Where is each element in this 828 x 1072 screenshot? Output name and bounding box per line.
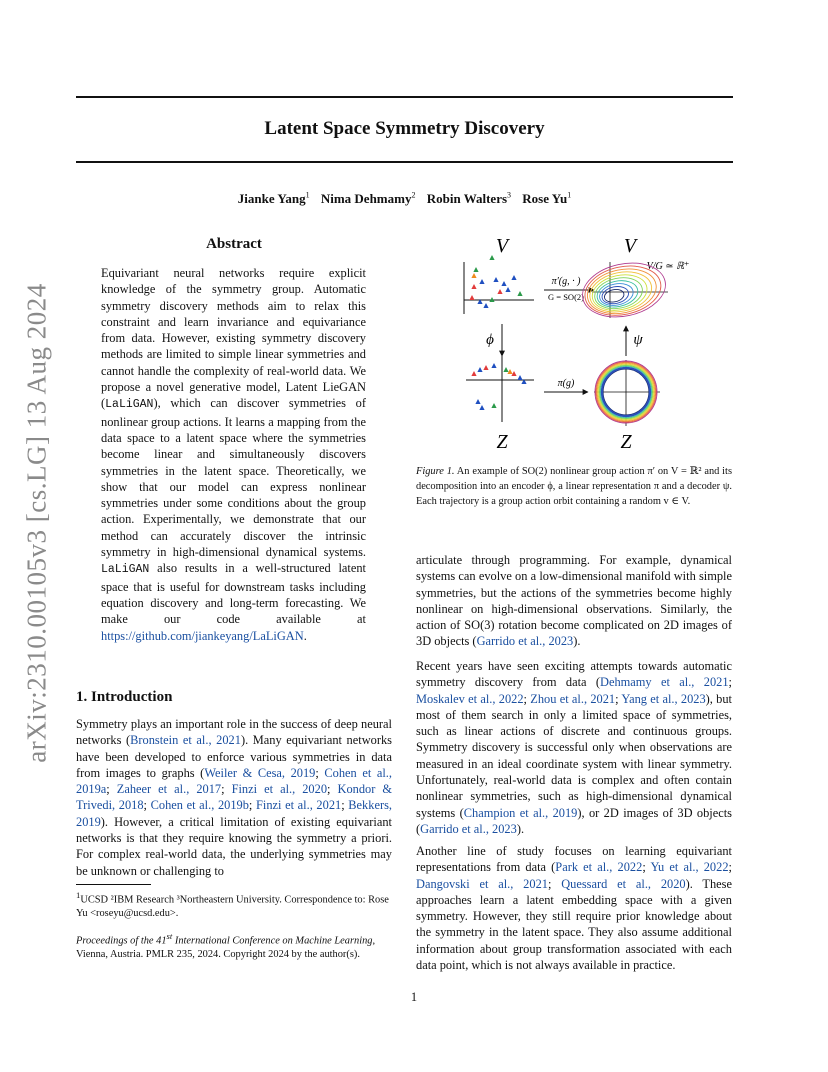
label-pi: π(g) xyxy=(557,378,575,389)
label-z-right: Z xyxy=(620,431,632,453)
triangle-marker xyxy=(517,375,522,380)
citation-link[interactable]: Dehmamy et al., 2021 xyxy=(600,675,729,690)
triangle-marker xyxy=(501,281,506,286)
author: Robin Walters$^3$ xyxy=(426,191,512,207)
triangle-marker xyxy=(491,403,496,408)
author: Rose Yu$^1$ xyxy=(522,191,572,207)
abstract-heading: Abstract xyxy=(206,236,262,252)
citation-link[interactable]: Quessard et al., 2020 xyxy=(561,876,686,891)
triangle-marker xyxy=(473,267,478,272)
label-v-right: V xyxy=(623,235,637,257)
label-group: G = SO(2) xyxy=(548,292,584,302)
code-name: LaLiGAN xyxy=(105,398,154,412)
triangle-marker xyxy=(497,289,502,294)
citation-link[interactable]: Finzi et al., 2020 xyxy=(231,782,328,797)
triangle-marker xyxy=(471,273,476,278)
triangle-marker xyxy=(503,367,508,372)
citation-link[interactable]: Finzi et al., 2021 xyxy=(256,798,342,813)
author-list xyxy=(76,191,733,207)
triangle-marker xyxy=(493,277,498,282)
top-rule xyxy=(76,96,733,98)
triangle-marker xyxy=(471,284,476,289)
intro-paragraph: Symmetry plays an important role in the success of deep neural networks (Bronstein et al., 2021). Many equivariant networks have been developed to enforce various symmetries in data from images to graphs (Weiler & Cesa, 2019; Cohen et al., 2019a; Zaheer et al., 2017; Finzi et al., 2020; Kondor & Trivedi, 2018; Cohen et al., 2019b; Finzi et al., 2021; Bekkers, 2019). However, a critical limitation of existing equivariant networks is that they require knowing the symmetry a priori. For complex real-world data, the underlying symmetries may be unknown or challenging to xyxy=(76,717,393,878)
citation-link[interactable]: Champion et al., 2019 xyxy=(463,805,578,820)
orbit-curve xyxy=(598,281,636,309)
label-v-left: V xyxy=(495,235,509,257)
arxiv-sidebar xyxy=(20,283,54,763)
paper-title: Latent Space Symmetry Discovery xyxy=(264,118,545,139)
citation-link[interactable]: Moskalev et al., 2022 xyxy=(416,691,524,706)
code-name: LaLiGAN xyxy=(101,563,150,577)
scatter-points-z xyxy=(471,363,526,410)
title-rule xyxy=(76,161,733,163)
triangle-marker xyxy=(477,367,482,372)
citation-link[interactable]: Zaheer et al., 2017 xyxy=(116,782,222,797)
citation-link[interactable]: Dangovski et al., 2021 xyxy=(416,876,548,891)
citation-link[interactable]: Bronstein et al., 2021 xyxy=(130,733,241,748)
page-number: 1 xyxy=(410,990,418,1004)
triangle-marker xyxy=(483,365,488,370)
citation-link[interactable]: Garrido et al., 2023 xyxy=(476,634,574,649)
triangle-marker xyxy=(475,399,480,404)
body-paragraph: Recent years have seen exciting attempts towards automatic symmetry discovery from data (Dehmamy et al., 2021; Moskalev et al., 2022; Zhou et al., 2021; Yang et al., 2023), but most of them search in only a limited space of symmetries, such as linear actions of discrete and continuous groups. Symmetry discovery is successful only when observations are measured in an ideal coordinate system with linear symmetry. Unfortunately, real-world data is complex and often contain nonlinear symmetries, such as high-dimensional dynamical systems (Champion et al., 2019), or 2D images of 3D objects (Garrido et al., 2023). xyxy=(416,659,732,836)
proceedings-note: Proceedings of the 41st International Conference on Machine Learning, Vienna, Austria. PMLR 235, 2024. Copyright 2024 by the author(s). xyxy=(76,931,376,960)
triangle-marker xyxy=(479,405,484,410)
label-pi-prime: π′(g, · ) xyxy=(551,276,581,287)
body-paragraph: articulate through programming. For example, dynamical systems can evolve on a low-dimensional manifold with simple symmetries, but the actions of the symmetries become highly nonlinear on high-dimensional observations. Similarly, the action of SO(3) rotation become complicated on 2D images of 3D objects (Garrido et al., 2023). xyxy=(416,553,732,649)
abstract-body: Equivariant neural networks require explicit knowledge of the symmetry group. Automatic symmetry discovery methods aim to relax this constraint and learn invariance and equivariance from data. However, existing symmetry discovery methods are limited to simple linear symmetries and cannot handle the complexity of real-world data. We propose a novel generative model, Latent LieGAN (LaLiGAN), which can discover symmetries of nonlinear group actions. It learns a mapping from the data space to a latent space where the symmetries become linear and simultaneously discovers symmetries in the latent space. Theoretically, we show that our model can express nonlinear symmetries under some conditions about the group action. Experimentally, we demonstrate that our method can accurately discover the intrinsic symmetry in high-dimensional dynamical systems. LaLiGAN also results in a well-structured latent space that is useful for downstream tasks including equation discovery and long-term forecasting. We make our code available at https://github.com/jiankeyang/LaLiGAN. xyxy=(101,266,366,643)
citation-link[interactable]: Bekkers, 2019 xyxy=(76,798,392,829)
label-quotient: V/G ≃ ℝ⁺ xyxy=(646,261,690,272)
triangle-marker xyxy=(491,363,496,368)
triangle-marker xyxy=(489,255,494,260)
figure-1-diagram xyxy=(416,232,734,454)
section-heading-introduction: 1. Introduction xyxy=(76,689,173,705)
code-link[interactable]: https://github.com/jiankeyang/LaLiGAN xyxy=(101,628,304,643)
citation-link[interactable]: Cohen et al., 2019a xyxy=(76,765,392,797)
triangle-marker xyxy=(511,275,516,280)
triangle-marker xyxy=(471,371,476,376)
triangle-marker xyxy=(469,295,474,300)
affiliation-footnote: $^1$UCSD ²IBM Research ³Northeastern University. Correspondence to: Rose Yu <roseyu@ucsd.edu>. xyxy=(76,890,389,919)
citation-link[interactable]: Garrido et al., 2023 xyxy=(420,821,517,836)
author: Jianke Yang$^1$ xyxy=(237,191,310,207)
label-phi: ϕ xyxy=(486,332,494,348)
figure-caption: Figure 1. An example of SO(2) nonlinear group action π′ on V = ℝ² and its decomposition into an encoder ϕ, a linear representation π and a decoder ψ. Each trajectory is a group action orbit containing a random v ∈ V. xyxy=(416,466,732,508)
triangle-marker xyxy=(479,279,484,284)
body-paragraph: Another line of study focuses on learning equivariant representations from data (Park et al., 2022; Yu et al., 2022; Dangovski et al., 2021; Quessard et al., 2020). These approaches learn a latent embedding space with a given symmetry. However, they still require prior knowledge about the symmetry in the latent space. They also assume additional information about group transformation associated with each data point, which is not always available in practice. xyxy=(416,844,732,973)
figure-1 xyxy=(416,232,734,454)
citation-link[interactable]: Zhou et al., 2021 xyxy=(530,691,616,706)
footnote-rule xyxy=(76,884,151,885)
citation-link[interactable]: Weiler & Cesa, 2019 xyxy=(204,765,316,780)
arxiv-id: arXiv:2310.00105v3 [cs.LG] 13 Aug 2024 xyxy=(21,283,52,763)
triangle-marker xyxy=(505,287,510,292)
author: Nima Dehmamy$^2$ xyxy=(320,191,416,207)
citation-link[interactable]: Yu et al., 2022 xyxy=(650,860,729,875)
citation-link[interactable]: Park et al., 2022 xyxy=(555,860,643,875)
citation-link[interactable]: Yang et al., 2023 xyxy=(621,691,706,706)
label-z-left: Z xyxy=(496,431,508,453)
triangle-marker xyxy=(517,291,522,296)
citation-link[interactable]: Cohen et al., 2019b xyxy=(150,798,249,813)
triangle-marker xyxy=(483,303,488,308)
label-psi: ψ xyxy=(633,332,643,348)
citation-link[interactable]: Kondor & Trivedi, 2018 xyxy=(76,782,393,813)
